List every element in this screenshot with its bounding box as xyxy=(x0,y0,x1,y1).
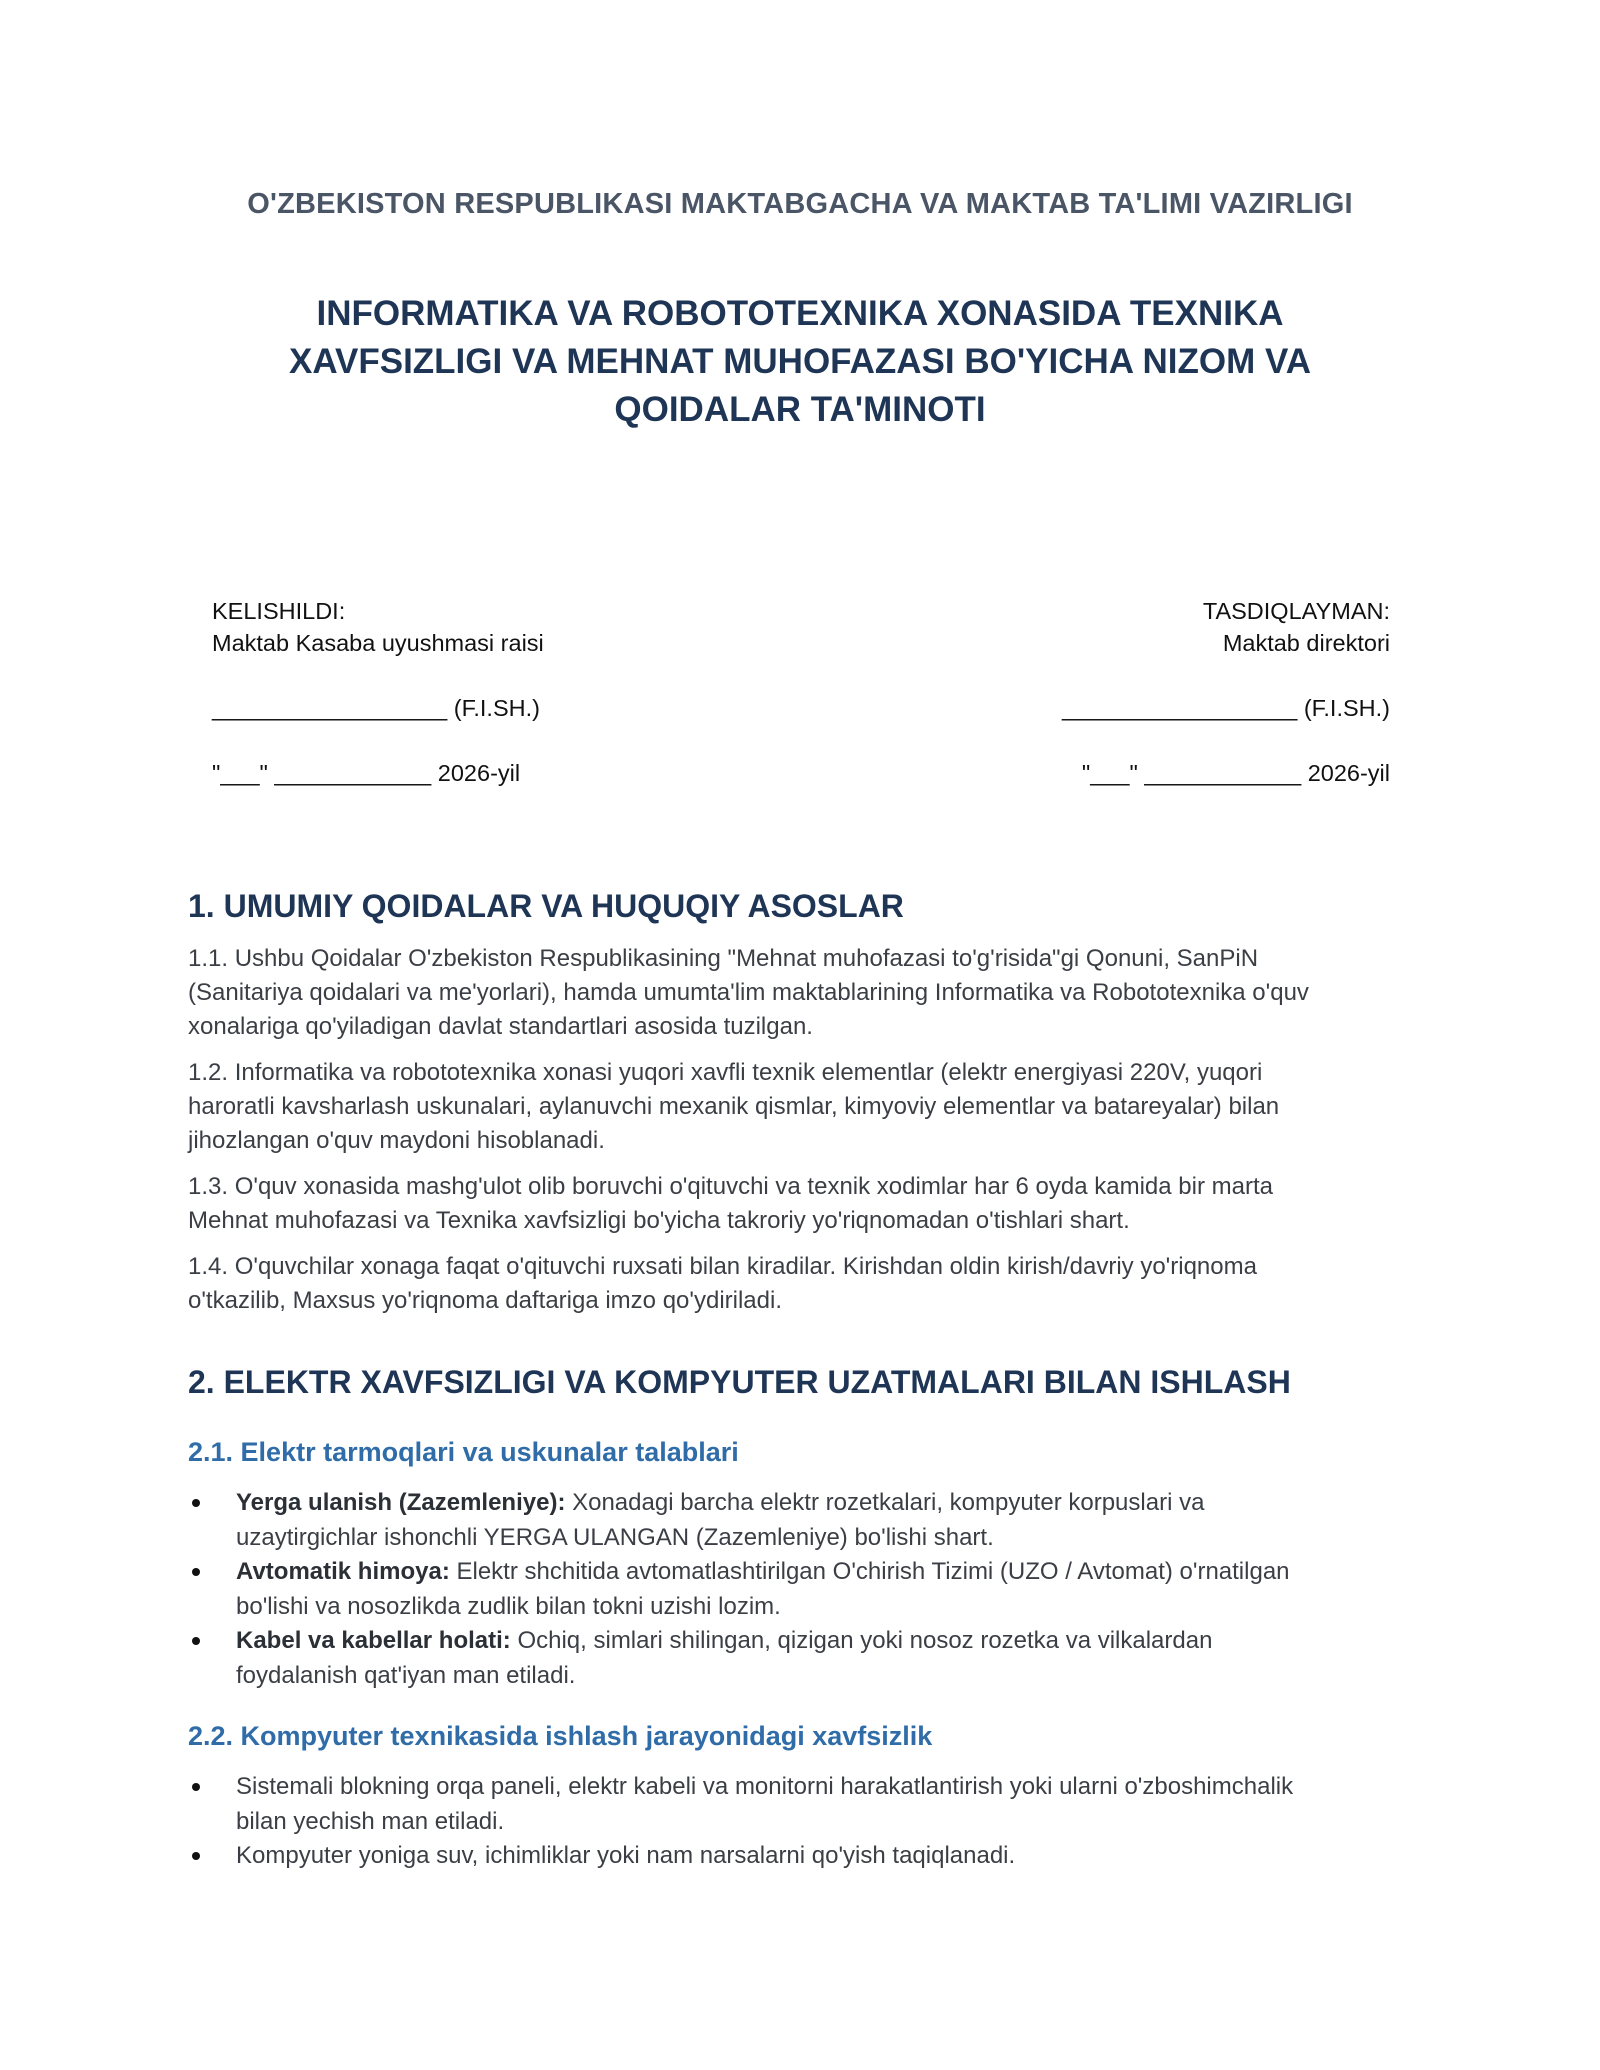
paragraph-line: (Sanitariya qoidalari va me'yorlari), hamda umumta'lim maktablarining Informatika va Robototexnika o'quv xyxy=(188,979,1309,1006)
paragraph-line: 1.4. O'quvchilar xonaga faqat o'qituvchi ruxsati bilan kiradilar. Kirishdan oldin kirish/davriy yo'riqnoma xyxy=(188,1253,1257,1280)
bullet-text: Kompyuter yoniga suv, ichimliklar yoki nam narsalarni qo'yish taqiqlanadi. xyxy=(236,1842,1016,1869)
paragraph-1-1 xyxy=(188,942,1428,1044)
paragraph-line: 1.1. Ushbu Qoidalar O'zbekiston Respublikasining "Mehnat muhofazasi to'g'risida"gi Qonuni, SanPiN xyxy=(188,945,1259,972)
bullet-text: bo'lishi va nosozlikda zudlik bilan tokni uzishi lozim. xyxy=(236,1592,781,1620)
paragraph-line: jihozlangan o'quv maydoni hisoblanadi. xyxy=(188,1127,605,1154)
subsection-heading: 2.2. Kompyuter texnikasida ishlash jarayonidagi xavfsizlik xyxy=(188,1721,933,1751)
paragraph-line: 1.2. Informatika va robototexnika xonasi yuqori xavfli texnik elementlar (elektr energiyasi 220V, yuqori xyxy=(188,1059,1263,1086)
bullet-list xyxy=(188,1486,1428,1693)
subsection-heading: 2.1. Elektr tarmoqlari va uskunalar talablari xyxy=(188,1437,739,1467)
title-line: XAVFSIZLIGI VA MEHNAT MUHOFAZASI BO'YICHA NIZOM VA xyxy=(288,342,1311,381)
paragraph-line: o'tkazilib, Maxsus yo'riqnoma daftariga imzo qo'ydiriladi. xyxy=(188,1287,782,1314)
paragraph-1-2 xyxy=(188,1056,1428,1158)
paragraph-line: xonalariga qo'yiladigan davlat standartlari asosida tuzilgan. xyxy=(188,1013,813,1040)
list-item xyxy=(188,1555,1428,1624)
bullet-text: uzaytirgichlar ishonchli YERGA ULANGAN (Zazemleniye) bo'lishi shart. xyxy=(236,1523,994,1551)
bullet-text: Elektr shchitida avtomatlashtirilgan O'chirish Tizimi (UZO / Avtomat) o'rnatilgan xyxy=(449,1558,1290,1585)
ministry-header: O'ZBEKISTON RESPUBLIKASI MAKTABGACHA VA MAKTAB TA'LIMI VAZIRLIGI xyxy=(247,188,1353,220)
bullet-text: Sistemali blokning orqa paneli, elektr kabeli va monitorni harakatlantirish yoki ularni o'zboshimchalik xyxy=(236,1773,1294,1800)
approval-role: Maktab direktori xyxy=(1222,630,1390,656)
paragraph-line: Mehnat muhofazasi va Texnika xavfsizligi bo'yicha takroriy yo'riqnomadan o'tishlari shart. xyxy=(188,1207,1130,1234)
list-item xyxy=(188,1839,1428,1874)
title-line: QOIDALAR TA'MINOTI xyxy=(614,390,986,429)
bullet-dot xyxy=(192,1783,200,1791)
approval-role: Maktab Kasaba uyushmasi raisi xyxy=(212,630,544,656)
list-item xyxy=(188,1624,1428,1693)
section-heading: 2. ELEKTR XAVFSIZLIGI VA KOMPYUTER UZATMALARI BILAN ISHLASH xyxy=(188,1364,1291,1400)
paragraph-1-4 xyxy=(188,1250,1428,1318)
bullet-text: Ochiq, simlari shilingan, qizigan yoki nosoz rozetka va vilkalardan xyxy=(510,1627,1213,1654)
bullet-term: Yerga ulanish (Zazemleniye): xyxy=(236,1489,566,1516)
list-item xyxy=(188,1770,1428,1839)
document-title xyxy=(200,290,1400,434)
approval-heading: KELISHILDI: xyxy=(212,598,346,624)
list-item xyxy=(188,1486,1428,1555)
approval-block-left xyxy=(212,595,544,789)
signature-name-line: __________________ (F.I.SH.) xyxy=(1062,695,1390,721)
bullet-term: Avtomatik himoya: xyxy=(236,1558,450,1585)
section-heading: 1. UMUMIY QOIDALAR VA HUQUQIY ASOSLAR xyxy=(188,888,904,924)
bullet-dot xyxy=(192,1852,200,1860)
bullet-text: bilan yechish man etiladi. xyxy=(236,1807,505,1835)
signature-date-line: "___" ____________ 2026-yil xyxy=(1081,760,1390,786)
bullet-text: Xonadagi barcha elektr rozetkalari, kompyuter korpuslari va xyxy=(565,1489,1205,1516)
bullet-list xyxy=(188,1770,1428,1874)
paragraph-line: 1.3. O'quv xonasida mashg'ulot olib boruvchi o'qituvchi va texnik xodimlar har 6 oyda kamida bir marta xyxy=(188,1173,1273,1200)
bullet-dot xyxy=(192,1568,200,1576)
bullet-text: foydalanish qat'iyan man etiladi. xyxy=(236,1661,576,1689)
paragraph-line: haroratli kavsharlash uskunalari, aylanuvchi mexanik qismlar, kimyoviy elementlar va batareyalar) bilan xyxy=(188,1093,1280,1120)
bullet-dot xyxy=(192,1499,200,1507)
bullet-dot xyxy=(192,1637,200,1645)
approval-block-right xyxy=(1062,595,1390,789)
approval-heading: TASDIQLAYMAN: xyxy=(1202,598,1390,624)
title-line: INFORMATIKA VA ROBOTOTEXNIKA XONASIDA TEXNIKA xyxy=(316,294,1284,333)
signature-date-line: "___" ____________ 2026-yil xyxy=(212,760,521,786)
bullet-term: Kabel va kabellar holati: xyxy=(236,1627,511,1654)
paragraph-1-3 xyxy=(188,1170,1428,1238)
signature-name-line: __________________ (F.I.SH.) xyxy=(212,695,540,721)
